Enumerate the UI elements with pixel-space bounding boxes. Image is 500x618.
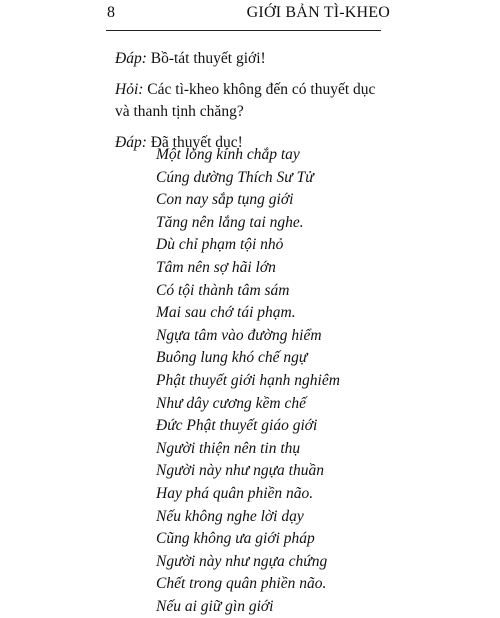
- dialogue-question: [115, 79, 385, 123]
- dialogue-text: Đã thuyết dục!: [146, 134, 243, 151]
- verse-line: Người thiện nên tin thụ: [156, 439, 301, 457]
- verse-line: Ngựa tâm vào đường hiểm: [156, 326, 322, 344]
- verse-line: Phật thuyết giới hạnh nghiêm: [156, 371, 340, 389]
- verse-line: Nếu ai giữ gìn giới: [156, 597, 274, 615]
- dialogue-text: Bồ-tát thuyết giới!: [146, 50, 266, 67]
- speaker-label: Đáp:: [115, 134, 147, 151]
- verse-line: Cúng dường Thích Sư Tử: [156, 168, 314, 186]
- dialogue-answer-1: [115, 48, 385, 70]
- verse-line: Tâm nên sợ hãi lớn: [156, 258, 276, 276]
- page-header: [0, 0, 500, 30]
- verse-line: Buông lung khó chế ngự: [156, 349, 308, 367]
- verse-line: Một lòng kính chắp tay: [156, 146, 300, 163]
- verse-line: Người này như ngựa chứng: [156, 552, 328, 570]
- verse-line: Có tội thành tâm sám: [156, 281, 290, 299]
- speaker-label: Đáp:: [115, 50, 147, 67]
- verse-block: [156, 144, 386, 618]
- verse-line: Cũng không ưa giới pháp: [156, 530, 315, 548]
- verse-line: Như dây cương kềm chế: [156, 394, 306, 412]
- verse-line: Con nay sắp tụng giới: [156, 191, 294, 209]
- verse-line: Hay phá quân phiền não.: [156, 484, 314, 502]
- running-title: GIỚI BẢN TÌ-KHEO: [246, 4, 390, 21]
- verse-line: Dù chỉ phạm tội nhỏ: [156, 236, 284, 254]
- speaker-label: Hỏi:: [115, 81, 144, 98]
- page-number: 8: [107, 4, 115, 21]
- dialogue-text: Các tì-kheo không đến có thuyết dục và thanh tịnh chăng?: [115, 81, 376, 120]
- verse-line: Người này như ngựa thuần: [156, 462, 324, 480]
- verse-line: Nếu không nghe lời dạy: [156, 507, 304, 525]
- verse-line: Đức Phật thuyết giáo giới: [156, 417, 318, 435]
- header-divider: [106, 30, 381, 31]
- verse-line: Mai sau chớ tái phạm.: [156, 304, 296, 322]
- verse-line: Tăng nên lắng tai nghe.: [156, 213, 304, 231]
- dialogue-block: [115, 48, 385, 154]
- verse-line: Chết trong quân phiền não.: [156, 575, 327, 593]
